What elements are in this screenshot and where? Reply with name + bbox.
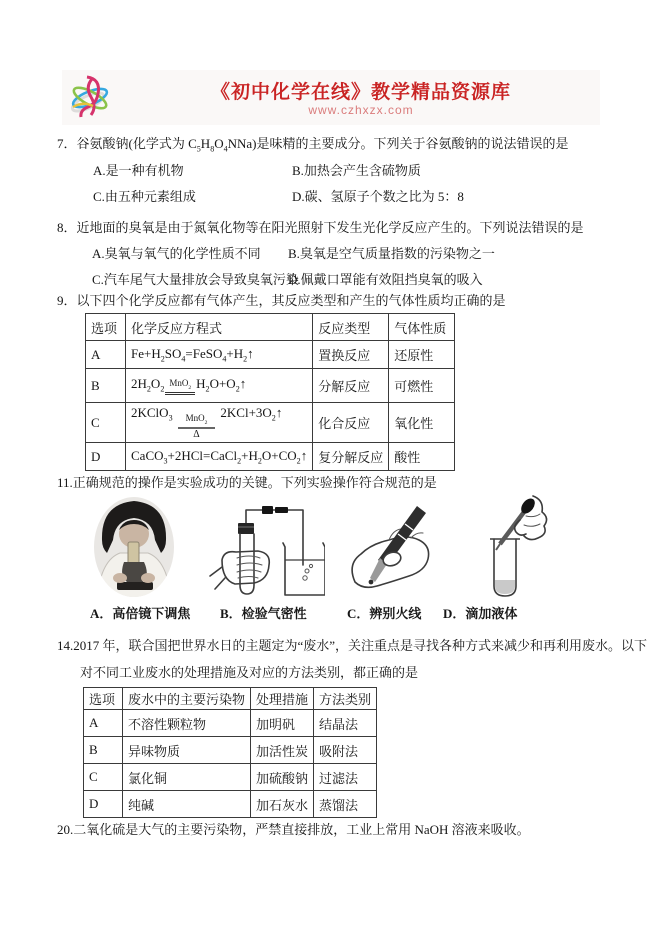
q9-row-type: 置换反应	[313, 341, 389, 369]
q8-option-a: A.臭氧与氧气的化学性质不同	[92, 246, 261, 261]
q9-row-option: B	[86, 369, 126, 403]
q14-cell: 蒸馏法	[314, 791, 377, 818]
q9-row-option: C	[86, 403, 126, 443]
q9-col-header: 化学反应方程式	[126, 314, 313, 341]
q9-row-type: 化合反应	[313, 403, 389, 443]
table-row	[86, 369, 455, 403]
q14-cell: A	[84, 710, 123, 737]
question-8-text: 8．近地面的臭氧是由于氮氧化物等在阳光照射下发生光化学反应产生的。下列说法错误的是	[57, 220, 584, 235]
q14-table-header-row	[84, 688, 377, 710]
question-9-text: 9．以下四个化学反应都有气体产生，其反应类型和产生的气体性质均正确的是	[57, 293, 506, 308]
table-row	[84, 710, 377, 737]
q14-wastewater-table	[83, 687, 377, 818]
q7-option-a: A.是一种有机物	[93, 163, 184, 178]
q9-row-property: 还原性	[389, 341, 455, 369]
q8-option-c: C.汽车尾气大量排放会导致臭氧污染	[92, 272, 299, 287]
q14-col-header: 处理措施	[251, 688, 314, 710]
q9-reaction-table	[85, 313, 455, 471]
q7-option-c: C.由五种元素组成	[93, 189, 196, 204]
microscope-photo-illustration	[93, 496, 175, 598]
q9-col-header: 反应类型	[313, 314, 389, 341]
q9-row-property: 氧化性	[389, 403, 455, 443]
q9-row-equation: $2H_2O_2MnO_2$ $H_2O+O_2↑$	[126, 369, 313, 403]
banner-title: 《初中化学在线》教学精品资源库	[210, 82, 511, 103]
q7-option-d: D.碳、氢原子个数之比为 5：8	[292, 189, 464, 204]
q8-option-d: D.佩戴口罩能有效阻挡臭氧的吸入	[288, 272, 483, 287]
q9-row-property: 酸性	[389, 443, 455, 471]
q14-cell: 异味物质	[123, 737, 251, 764]
q14-cell: 纯碱	[123, 791, 251, 818]
q14-cell: B	[84, 737, 123, 764]
q14-cell: 结晶法	[314, 710, 377, 737]
table-row	[84, 764, 377, 791]
question-11-text: 11.正确规范的操作是实验成功的关键。下列实验操作符合规范的是	[57, 475, 437, 490]
test-pencil-in-hand-illustration	[343, 502, 435, 596]
q14-cell: 过滤法	[314, 764, 377, 791]
table-row	[86, 443, 455, 471]
q9-row-option: A	[86, 341, 126, 369]
table-row	[84, 791, 377, 818]
q14-cell: 不溶性颗粒物	[123, 710, 251, 737]
q11-caption-a: A．高倍镜下调焦	[90, 606, 191, 621]
q14-cell: 氯化铜	[123, 764, 251, 791]
q14-col-header: 方法类别	[314, 688, 377, 710]
q9-row-equation: 2KClO$_3$ $\frac{MnO_2}{\Delta}$ $2KCl+3O_2↑$	[126, 403, 313, 443]
q14-cell: 吸附法	[314, 737, 377, 764]
q14-cell: C	[84, 764, 123, 791]
question-14-text-line2: 对不同工业废水的处理措施及对应的方法类别，都正确的是	[80, 665, 419, 680]
q9-col-header: 气体性质	[389, 314, 455, 341]
q9-row-option: D	[86, 443, 126, 471]
q9-row-equation: $CaCO_3+2HCl=CaCl_2+H_2O+CO_2↑$	[126, 443, 313, 471]
q9-row-type: 分解反应	[313, 369, 389, 403]
q11-caption-d: D．滴加液体	[443, 606, 518, 621]
dropper-over-test-tube-illustration	[470, 492, 548, 600]
q9-table-header-row	[86, 314, 455, 341]
question-20-text: 20.二氧化硫是大气的主要污染物，严禁直接排放，工业上常用 NaOH 溶液来吸收。	[57, 822, 530, 837]
q9-row-type: 复分解反应	[313, 443, 389, 471]
q14-col-header: 废水中的主要污染物	[123, 688, 251, 710]
q8-option-b: B.臭氧是空气质量指数的污染物之一	[288, 246, 495, 261]
q11-caption-b: B．检验气密性	[220, 606, 307, 621]
q14-cell: 加硫酸钠	[251, 764, 314, 791]
q9-row-property: 可燃性	[389, 369, 455, 403]
q14-cell: 加明矾	[251, 710, 314, 737]
q14-cell: 加活性炭	[251, 737, 314, 764]
question-14-text-line1: 14.2017 年，联合国把世界水日的主题定为“废水”，关注重点是寻找各种方式来减少和再利用废水。以下	[57, 638, 648, 653]
q9-col-header: 选项	[86, 314, 126, 341]
q11-caption-c: C．辨别火线	[347, 606, 422, 621]
gas-tightness-apparatus-illustration	[207, 497, 325, 601]
atom-logo-icon	[67, 73, 113, 123]
site-banner	[62, 70, 600, 125]
question-7-text: 7．谷氨酸钠(化学式为 $C_5H_8O_4NNa$)是味精的主要成分。下列关于谷氨酸钠的说法错误的是	[57, 136, 569, 154]
table-row	[86, 403, 455, 443]
q14-cell: 加石灰水	[251, 791, 314, 818]
q14-col-header: 选项	[84, 688, 123, 710]
banner-url: www.czhxzx.com	[308, 103, 414, 117]
q9-row-equation: $Fe+H_2SO_4=FeSO_4+H_2↑$	[126, 341, 313, 369]
table-row	[86, 341, 455, 369]
table-row	[84, 737, 377, 764]
q7-option-b: B.加热会产生含硫物质	[292, 163, 421, 178]
q14-cell: D	[84, 791, 123, 818]
